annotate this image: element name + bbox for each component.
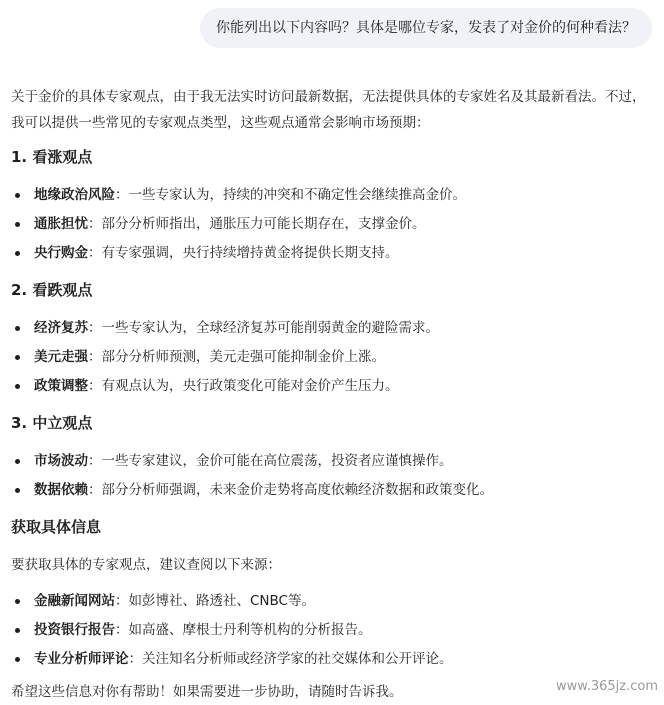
bullet-dot	[15, 599, 20, 604]
list-item	[11, 588, 656, 617]
item-term: 政策调整	[34, 378, 88, 394]
list-item	[11, 315, 656, 344]
item-text: ：部分分析师指出，通胀压力可能长期存在，支撑金价。	[88, 216, 426, 232]
list-item	[11, 646, 656, 675]
item-text: ：关注知名分析师或经济学家的社交媒体和公开评论。	[128, 651, 453, 667]
item-term: 经济复苏	[34, 320, 88, 336]
item-term: 地缘政治风险	[34, 187, 115, 203]
assistant-answer	[11, 84, 656, 705]
item-term: 金融新闻网站	[34, 593, 115, 609]
closing-paragraph: 希望这些信息对你有帮助！如果需要进一步协助，请随时告诉我。	[11, 684, 403, 700]
section-heading-bullish: 1. 看涨观点	[11, 148, 93, 166]
bullet-dot	[15, 459, 20, 464]
item-text: ：有专家强调，央行持续增持黄金将提供长期支持。	[88, 245, 399, 261]
bullet-dot	[15, 628, 20, 633]
list-item	[11, 617, 656, 646]
item-text: ：如高盛、摩根士丹利等机构的分析报告。	[115, 622, 372, 638]
item-text: ：有观点认为，央行政策变化可能对金价产生压力。	[88, 378, 399, 394]
item-text: ：部分分析师强调，未来金价走势将高度依赖经济数据和政策变化。	[88, 482, 493, 498]
bullish-list	[11, 182, 656, 269]
item-term: 市场波动	[34, 453, 88, 469]
neutral-list	[11, 448, 656, 506]
item-term: 通胀担忧	[34, 216, 88, 232]
sources-list	[11, 588, 656, 675]
section-heading-bearish: 2. 看跌观点	[11, 281, 93, 299]
list-item	[11, 211, 656, 240]
bearish-list	[11, 315, 656, 402]
bullet-dot	[15, 326, 20, 331]
user-message-bubble: 你能列出以下内容吗？具体是哪位专家，发表了对金价的何种看法？	[200, 8, 652, 48]
bullet-dot	[15, 657, 20, 662]
item-term: 央行购金	[34, 245, 88, 261]
list-item	[11, 182, 656, 211]
watermark: www.365jz.com	[556, 679, 658, 694]
bullet-dot	[15, 193, 20, 198]
item-term: 专业分析师评论	[34, 651, 129, 667]
section-heading-neutral: 3. 中立观点	[11, 414, 93, 432]
item-text: ：部分分析师预测，美元走强可能抑制金价上涨。	[88, 349, 385, 365]
info-paragraph: 要获取具体的专家观点，建议查阅以下来源：	[11, 557, 281, 573]
item-term: 投资银行报告	[34, 622, 115, 638]
bullet-dot	[15, 384, 20, 389]
intro-paragraph: 关于金价的具体专家观点，由于我无法实时访问最新数据，无法提供具体的专家姓名及其最新看法。不过，我可以提供一些常见的专家观点类型，这些观点通常会影响市场预期：	[11, 89, 646, 131]
list-item	[11, 344, 656, 373]
bullet-dot	[15, 355, 20, 360]
bullet-dot	[15, 251, 20, 256]
item-term: 美元走强	[34, 349, 88, 365]
item-text: ：一些专家建议，金价可能在高位震荡，投资者应谨慎操作。	[88, 453, 453, 469]
item-text: ：一些专家认为，全球经济复苏可能削弱黄金的避险需求。	[88, 320, 439, 336]
section-heading-info: 获取具体信息	[11, 518, 102, 536]
list-item	[11, 477, 656, 506]
bullet-dot	[15, 222, 20, 227]
item-text: ：一些专家认为，持续的冲突和不确定性会继续推高金价。	[115, 187, 466, 203]
item-term: 数据依赖	[34, 482, 88, 498]
list-item	[11, 240, 656, 269]
bullet-dot	[15, 488, 20, 493]
list-item	[11, 373, 656, 402]
list-item	[11, 448, 656, 477]
item-text: ：如彭博社、路透社、CNBC等。	[115, 593, 315, 609]
